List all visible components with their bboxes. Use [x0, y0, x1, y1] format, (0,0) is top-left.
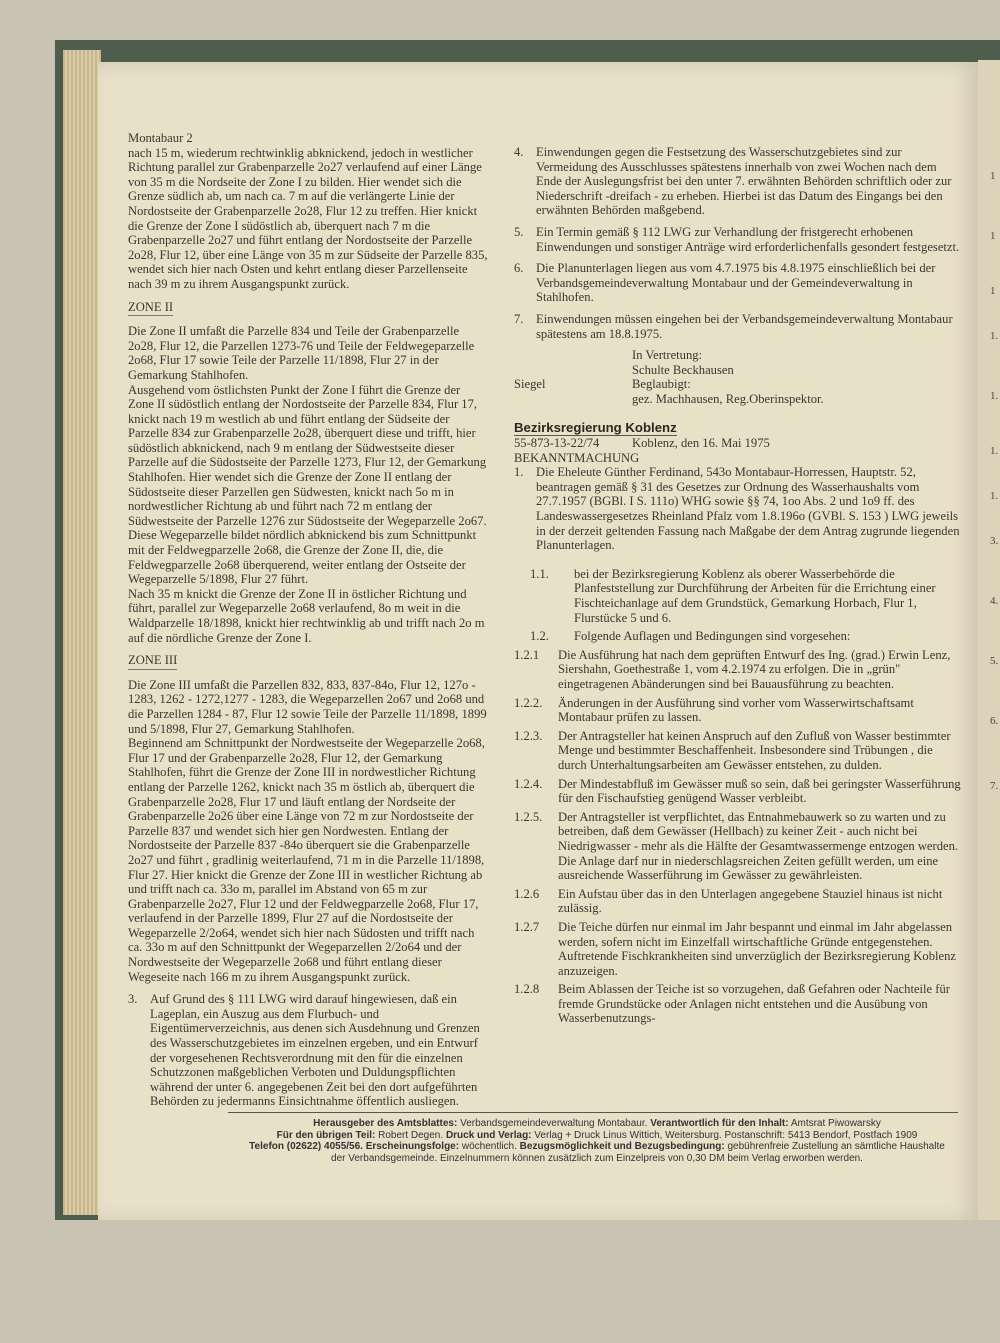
adjacent-page-mark: 1.: [990, 330, 999, 342]
item-number: 6.: [514, 261, 524, 276]
left-column: [128, 131, 488, 1116]
condition-number: 1.1.: [530, 566, 549, 581]
condition-item: [514, 810, 962, 883]
condition-text: Beim Ablassen der Teiche ist so vorzugehen, daß Gefahren oder Nachteile für fremde Grundstücke oder Anlagen nicht entstehen und die Ausübung von Wasserbenutzungs-: [558, 982, 950, 1026]
condition-number: 1.2.7: [514, 919, 540, 934]
conditions-list: [514, 567, 962, 1026]
adjacent-page-mark: 1.: [990, 390, 999, 402]
condition-text: bei der Bezirksregierung Koblenz als oberer Wasserbehörde die Planfeststellung zur Durchführung der Arbeiten für die Errichtung einer Fischteichanlage auf dem Grundstück, Gemarkung Horbach, Flur 1, Flurstücke 5 und 6.: [574, 566, 936, 625]
item-text: Die Planunterlagen liegen aus vom 4.7.1975 bis 4.8.1975 einschließlich bei der Verbandsgemeindeverwaltung Montabaur und der Gemeindeverwaltung in Stahlhofen.: [536, 261, 936, 305]
zone3-paragraph: Die Zone III umfaßt die Parzellen 832, 833, 837-84o, Flur 12, 127o - 1283, 1262 - 1272,1277 - 1283, die Wegeparzellen 2o67 und 2o68 und die Parzellen 1284 - 87, Flur 12 sowie Teile der Parzelle 11/1898, 1899 und 5/1898, Flur 27, Gemarkung Stahlhofen.: [128, 677, 487, 736]
condition-item: [514, 887, 962, 916]
imprint-text: Robert Degen.: [378, 1129, 444, 1141]
signature-line: Beglaubigt:: [632, 377, 691, 392]
page-label: Montabaur 2: [128, 131, 193, 145]
announcement-heading: BEKANNTMACHUNG: [514, 450, 640, 465]
condition-item: [514, 729, 962, 773]
item-number: 4.: [514, 145, 524, 159]
zone2-paragraph: Diese Wegeparzelle bildet nördlich abknickend bis zum Schnittpunkt mit der Feldwegparzelle 2o68, die Grenze der Zone II, die, die Feldwegparzelle 2o68 überquerend, weiter entlang der Ostseite der Wegeparzelle 5/1898, Flur 27 führt.: [128, 528, 477, 587]
adjacent-page-mark: 1: [990, 230, 996, 242]
imprint-label: Herausgeber des Amtsblattes:: [313, 1118, 458, 1129]
condition-text: Die Teiche dürfen nur einmal im Jahr bespannt und einmal im Jahr abgelassen werden, sofern nicht im Einzelfall wirtschaftliche Gründe entgegenstehen. Auftretende Fischkrankheiten sind unverzüglich der Bezirksregierung Koblenz anzuzeigen.: [558, 919, 956, 978]
item-text: Einwendungen müssen eingehen bei der Verbandsgemeindeverwaltung Montabaur spätestens am 18.8.1975.: [536, 311, 953, 341]
imprint-label: Druck und Verlag:: [445, 1129, 532, 1141]
imprint-label: Bezugsmöglichkeit und Bezugsbedingung:: [519, 1141, 725, 1152]
reference-number: 55-873-13-22/74: [514, 436, 600, 451]
right-column: [514, 145, 962, 1030]
condition-text: Der Antragsteller hat keinen Anspruch auf den Zufluß von Wasser bestimmter Menge und bestimmter Beschaffenheit. Insbesondere sind Trübungen , die durch Unterhaltungsarbeiten am Gewässer entstehen, zu dulden.: [558, 728, 951, 772]
list-item: [514, 261, 962, 305]
background-surface: [0, 1220, 1000, 1343]
adjacent-page-mark: 1: [990, 285, 996, 297]
item-number: 5.: [514, 224, 524, 239]
list-item: [514, 225, 962, 254]
signature-line: Schulte Beckhausen: [632, 362, 734, 377]
condition-number: 1.2.1: [514, 647, 540, 662]
condition-text: Folgende Auflagen und Bedingungen sind vorgesehen:: [574, 629, 851, 644]
adjacent-page-mark: 3.: [990, 535, 999, 547]
imprint-label: Erscheinungsfolge:: [365, 1141, 460, 1152]
imprint-text: der Verbandsgemeinde. Einzelnummern können zusätzlich zum Einzelpreis von 0,30 DM beim Verlag erworben werden.: [331, 1152, 863, 1164]
condition-item: [514, 982, 962, 1026]
imprint-label: Für den übrigen Teil:: [276, 1129, 376, 1141]
zone1-continuation-paragraph: nach 15 m, wiederum rechtwinklig abknickend, jedoch in westlicher Richtung parallel zur Grabenparzelle 2o27 verlaufend auf einer Länge von 35 m die Nordseite der Zone I zu bilden. Hier wendet sich die Grenze südlich ab, um nach ca. 7 m auf die verlängerte Linie der Nordostseite der Grabenparzelle 2o28, Flur 12 zu treffen. Hier knickt die Grenze der Zone I südöstlich ab, überquert nach 7 m die Grabenparzelle 2o27 und führt entlang der Nordostseite der Parzelle 2o28, Flur 12, über eine Länge von 35 m zur Südseite der Parzelle 835, wendet sich hier nach Osten und kehrt entlang dieser Parzellenseite nach 39 m zu ihrem Ausgangspunkt zurück.: [128, 145, 488, 291]
imprint-text: Amtsrat Piwowarsky: [790, 1118, 881, 1129]
imprint-text: Verlag + Druck Linus Wittich, Weitersburg. Postanschrift: 5413 Bendorf, Postfach 1909: [534, 1129, 918, 1141]
condition-number: 1.2.3.: [514, 728, 543, 743]
zone3-paragraph: Beginnend am Schnittpunkt der Nordwestseite der Wegeparzelle 2o68, Flur 17 und der Grabenparzelle 2o28, Flur 12, der Gemarkung Stahlhofen, führt die Grenze der Zone III in nordwestlicher Richtung entlang der Parzelle 1262, knickt nach 35 m östlich ab, überquert die Grabenparzelle 2o28, Flur 17 und läuft entlang der Nordseite der Grabenparzelle 2o26 über eine Länge von 72 m zur Nordostseite der Parzelle 837 und wendet sich hier gen Nordwesten. Entlang der Nordostseite der Parzelle 837 -84o überquert sie die Grabenparzelle 2o27 und führt , gradlinig weiterlaufend, 71 m in die Parzelle 11/1898, Flur 27. Hier knickt die Grenze der Zone III in westlicher Richtung ab und trifft nach ca. 33o m, parallel im Abstand von 65 m zur Grabenparzelle 2o27, Flur 12 und der Feldwegparzelle 2o68, Flur 17, verlaufend in der Parzelle 1899, Flur 27 auf die Nordostseite der Wegeparzelle 2/2o64, wendet sich hier nach Südosten und trifft nach ca. 33o m auf den Schnittpunkt der Wegeparzellen 2/2o64 und der Nordwestseite der Wegeparzelle 2o68 und führt entlang dieser Wegeseite nach 166 m zu ihrem Ausgangspunkt zurück.: [128, 736, 485, 984]
adjacent-page-mark: 1.: [990, 445, 999, 457]
condition-item: [514, 696, 962, 725]
item-text: Ein Termin gemäß § 112 LWG zur Verhandlung der fristgerecht erhobenen Einwendungen und sonstiger Anträge wird erforderlichenfalls gesondert festgesetzt.: [536, 224, 960, 254]
condition-item: [514, 777, 962, 806]
condition-number: 1.2.: [530, 629, 549, 644]
signature-block: [514, 348, 962, 406]
footer-divider: [228, 1112, 958, 1113]
item-text: Einwendungen gegen die Festsetzung des Wasserschutzgebietes sind zur Vermeidung des Ausschlusses spätestens innerhalb von zwei Wochen nach dem Ende der Auslegungsfrist bei den unter 7. erwähnten Behörden schriftlich oder zur Niederschrift -dreifach - zu erheben. Hierbei ist das Datum des Eingangs bei den erwähnten Behörden maßgebend.: [536, 145, 952, 218]
condition-item: [514, 629, 962, 644]
item-text: Die Eheleute Günther Ferdinand, 543o Montabaur-Horressen, Hauptstr. 52, beantragen gemäß § 31 des Gesetzes zur Ordnung des Wasserhaushalts vom 27.7.1957 (BGBl. I S. 111o) WHG sowie §§ 74, 1oo Abs. 2 und 1o9 ff. des Landeswassergesetzes Rheinland Pfalz vom 1.8.196o (GVBl. S. 153 ) LWG jeweils in der derzeit geltenden Fassung nach Maßgabe der dem Antrag zugrunde liegenden Planunterlagen.: [536, 465, 960, 553]
seal-label: Siegel: [514, 377, 546, 392]
condition-number: 1.2.4.: [514, 776, 543, 791]
adjacent-page-mark: 7.: [990, 780, 999, 792]
adjacent-page-mark: 5.: [990, 655, 999, 667]
condition-number: 1.2.8: [514, 982, 540, 997]
imprint-text: Verbandsgemeindeverwaltung Montabaur.: [460, 1118, 648, 1129]
condition-text: Änderungen in der Ausführung sind vorher vom Wasserwirtschaftsamt Montabaur prüfen zu lassen.: [558, 695, 914, 725]
condition-item: [514, 648, 962, 692]
adjacent-page-sliver: [978, 60, 1000, 1220]
imprint-label: Verantwortlich für den Inhalt:: [650, 1118, 789, 1129]
item-number: 1.: [514, 465, 524, 480]
zone2-heading: ZONE II: [128, 300, 173, 317]
signature-line: gez. Machhausen, Reg.Oberinspektor.: [632, 391, 824, 406]
list-item: [514, 465, 962, 553]
zone3-heading: ZONE III: [128, 653, 177, 670]
condition-text: Die Ausführung hat nach dem geprüften Entwurf des Ing. (grad.) Erwin Lenz, Siershahn, Goethestraße 1, vom 4.2.1974 zu erfolgen. Die in „grün" eingetragenen Abänderungen sind bei Bauausführung zu beachten.: [558, 647, 951, 691]
adjacent-page-mark: 6.: [990, 715, 999, 727]
imprint-text: wöchentlich.: [461, 1141, 517, 1152]
section-title: Bezirksregierung Koblenz: [514, 419, 677, 435]
condition-text: Der Antragsteller ist verpflichtet, das Entnahmebauwerk so zu warten und zu betreiben, daß dem Gewässer (Hellbach) zu keiner Zeit - auch nicht bei Niedrigwasser - mehr als die Hälfte der Gesamtwassermenge entzogen werden. Die Anlage darf nur in niederschlagsreichen Zeiten gefüllt werden, um eine ausreichende Wasserführung im Gewässer zu gewährleisten.: [558, 809, 959, 883]
adjacent-page-mark: 4.: [990, 595, 999, 607]
condition-text: Ein Aufstau über das in den Unterlagen angegebene Stauziel hinaus ist nicht zulässig.: [558, 886, 943, 916]
signature-line: In Vertretung:: [632, 348, 703, 363]
condition-number: 1.2.6: [514, 886, 540, 901]
item-number: 7.: [514, 311, 524, 326]
zone2-paragraph: Ausgehend vom östlichsten Punkt der Zone I führt die Grenze der Zone II südöstlich entlang der Nordostseite der Parzelle 834, Flur 17, knickt nach 19 m westlich ab und führt entlang der Südseite der Parzelle 834 zur Grabenparzelle 2o28, überquert diese und trifft, hier südöstlich abknickend, nach 9 m entlang der Südwestseite dieser Parzelle auf die Südostseite der Parzelle 1273, Flur 12, der Gemarkung Stahlhofen. Hier wendet sich die Grenze der Zone II entlang der Südostseite dieser Parzellen gen Südwesten, knickt nach 5o m in nordwestlicher Richtung ab und führt nach 72 m entlang der Südwestseite der Parzelle 1276 zur Südostseite der Wegeparzelle 2o67.: [128, 382, 487, 528]
condition-item: [514, 567, 962, 625]
item-number: 3.: [128, 992, 138, 1007]
book-page-edges: [60, 50, 101, 1215]
imprint-label: Telefon (02622) 4055/56.: [249, 1141, 363, 1152]
reference-date: Koblenz, den 16. Mai 1975: [632, 436, 770, 451]
list-item: [514, 312, 962, 341]
condition-text: Der Mindestabfluß im Gewässer muß so sein, daß bei geringster Wasserführung für den Fischaufstieg genügend Wasser verbleibt.: [558, 776, 961, 806]
condition-number: 1.2.5.: [514, 809, 543, 824]
zone2-paragraph: Die Zone II umfaßt die Parzelle 834 und Teile der Grabenparzelle 2o28, Flur 12, die Parzellen 1273-76 und Teile der Feldwegeparzelle 2o68, Flur 17 sowie Teile der Parzelle 11/1898, Flur 27 in der Gemarkung Stahlhofen.: [128, 324, 475, 382]
adjacent-page-mark: 1.: [990, 490, 999, 502]
imprint-footer: [232, 1118, 962, 1164]
condition-item: [514, 920, 962, 978]
list-item: [514, 145, 962, 218]
item-text: Auf Grund des § 111 LWG wird darauf hingewiesen, daß ein Lageplan, ein Auszug aus dem Flurbuch- und Eigentümerverzeichnis, aus denen sich Ausdehnung und Grenzen des Wasserschutzgebietes im einzelnen ergeben, und ein Entwurf der vorgesehenen Rechtsverordnung mit den für die einzelnen Schutzzonen maßgeblichen Verboten und Duldungspflichten während der unter 6. angegebenen Zeit bei den dort aufgeführten Behörden zu jedermanns Einsichtnahme öffentlich ausliegen.: [150, 992, 480, 1109]
adjacent-page-mark: 1: [990, 170, 996, 182]
zone2-paragraph: Nach 35 m knickt die Grenze der Zone II in östlicher Richtung und führt, parallel zur Wegeparzelle 2o68 verlaufend, 8o m weit in die Waldparzelle 18/1898, knickt hier rechtwinklig ab und trifft nach 2o m auf die nördliche Grenze der Zone I.: [128, 586, 485, 645]
imprint-text: gebührenfreie Zustellung an sämtliche Haushalte: [727, 1141, 945, 1152]
condition-number: 1.2.2.: [514, 695, 543, 710]
